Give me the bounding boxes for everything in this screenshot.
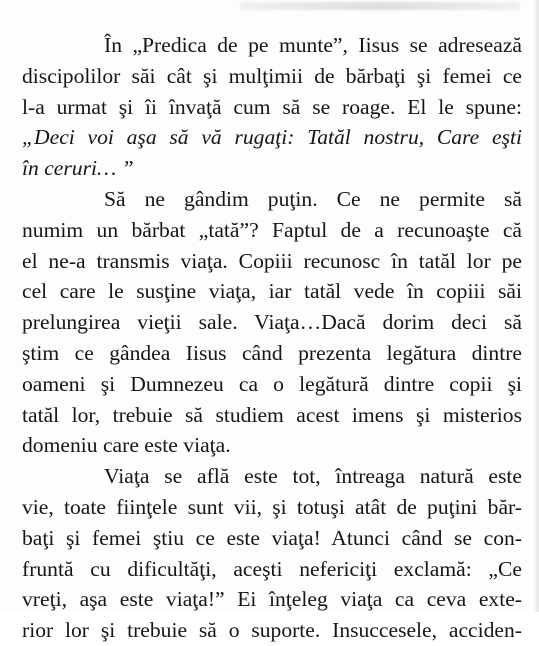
page-edge-shadow (533, 0, 539, 612)
text-line: Viaţa se află este tot, întreaga natură este (104, 464, 522, 489)
text-line: numim un bărbat „tată”? Faptul de a recunoaşte că (22, 217, 522, 242)
text-line: cel care le susţine viaţa, iar tatăl vede în copiii săi (22, 279, 522, 304)
text-line: ştim ce gândea Iisus când prezenta legătura dintre (22, 340, 522, 365)
text-line: vie, toate fiinţele sunt vii, şi totuşi atât de puţini băr- (22, 494, 522, 519)
text-line: Să ne gândim puţin. Ce ne permite să (104, 186, 522, 211)
text-line: el ne-a transmis viaţa. Copiii recunosc în tatăl lor pe (22, 248, 522, 273)
quote-line: în ceruri… ” (22, 156, 134, 181)
text-line: vreţi, aşa este viaţa!” Ei înţeleg viaţa ca ceva exte- (22, 587, 522, 612)
body-text (22, 30, 522, 646)
text-line: tatăl lor, trebuie să studiem acest imens şi misterios (22, 402, 522, 427)
text-line: oameni şi Dumnezeu ca o legătură dintre copii şi (22, 371, 522, 396)
text-line: baţi şi femei ştiu ce este viaţa! Atunci când se con- (22, 525, 522, 550)
text-line: l-a urmat şi îi învaţă cum să se roage. El le spune: (22, 94, 522, 119)
text-line: fruntă cu dificultăţi, aceşti nefericiţi exclamă: „Ce (22, 556, 522, 581)
quote-line: „Deci voi aşa să vă rugaţi: Tatăl nostru, Care eşti (22, 125, 522, 150)
text-line: prelungirea vieţii sale. Viaţa…Dacă dorim deci să (22, 310, 522, 335)
text-line: În „Predica de pe munte”, Iisus se adresează (104, 33, 522, 57)
faded-show-through-text (240, 2, 520, 10)
text-line: discipolilor săi cât şi mulţimii de bărbaţi şi femei ce (22, 63, 522, 88)
text-line: rior lor şi trebuie să o suporte. Insuccesele, acciden- (22, 618, 522, 643)
text-line: domeniu care este viaţa. (22, 433, 231, 458)
